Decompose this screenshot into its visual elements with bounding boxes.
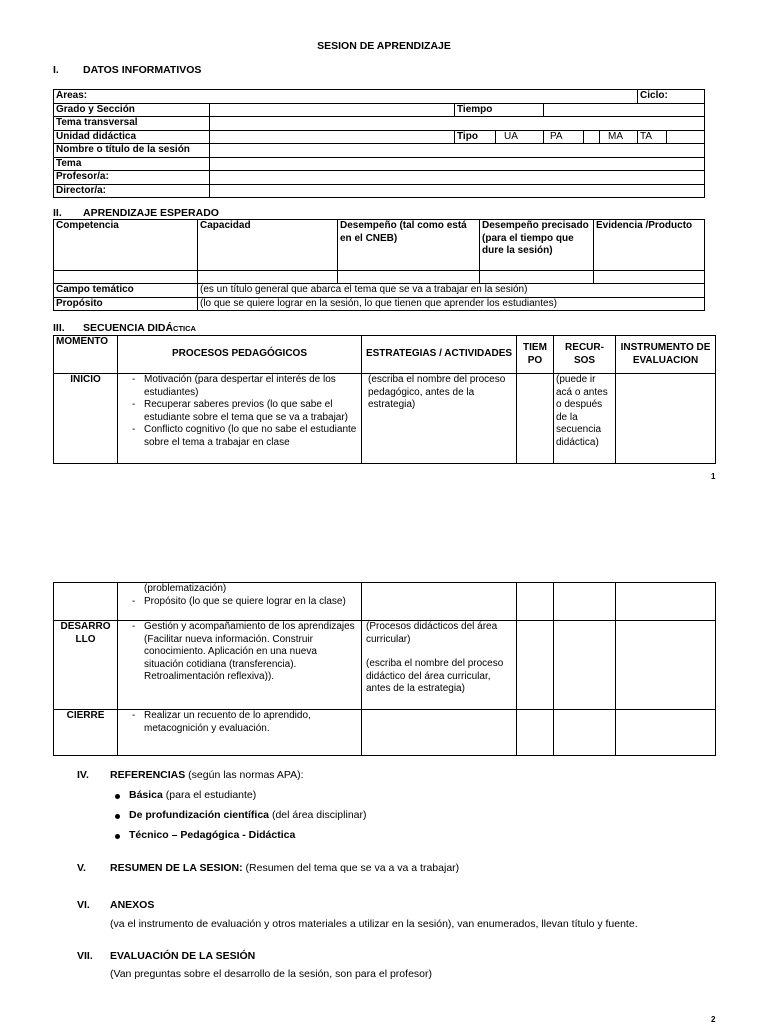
cierre-label: CIERRE <box>54 710 118 756</box>
tipo-option-ta[interactable]: TA <box>638 130 667 144</box>
desarrollo-estrategia[interactable] <box>362 621 517 710</box>
desarrollo-procesos <box>118 621 362 710</box>
profesor-label: Profesor/a: <box>54 171 210 185</box>
aprendizaje-esperado-table <box>53 219 705 311</box>
section-6-title: ANEXOS <box>110 899 155 911</box>
inicio-instrumento[interactable] <box>616 374 716 464</box>
campo-tematico-label: Campo temático <box>54 284 198 298</box>
section-6-text: (va el instrumento de evaluación y otros materiales a utilizar en la sesión), van enumerados, llevan título y fuente. <box>110 918 638 930</box>
tipo-option-gap <box>584 130 600 144</box>
tipo-option-pa[interactable]: PA <box>544 130 584 144</box>
director-label: Director/a: <box>54 184 210 198</box>
tipo-label: Tipo <box>455 130 496 144</box>
bullet-icon <box>115 794 120 799</box>
section-1-heading <box>53 64 202 76</box>
section-6-number: VI. <box>77 899 90 911</box>
section-7-number: VII. <box>77 950 93 962</box>
section-5-title: RESUMEN DE LA SESION: <box>110 862 243 874</box>
desempeno-precisado-cell[interactable] <box>480 271 594 284</box>
section-5-number: V. <box>77 862 86 874</box>
cierre-instrumento[interactable] <box>616 710 716 756</box>
reference-item-bold: Básica <box>129 789 163 801</box>
campo-tematico-value[interactable]: (es un título general que abarca el tema que se va a trabajar en la sesión) <box>198 284 705 298</box>
momento-header: MOMENTO <box>54 336 118 374</box>
section-2-heading <box>53 207 219 219</box>
desempeno-header: Desempeño (tal como está en el CNEB) <box>338 220 480 271</box>
reference-item-bold: De profundización científica <box>129 809 270 821</box>
director-value[interactable] <box>210 184 705 198</box>
section-3-title: SECUENCIA DIDÁ <box>83 322 174 334</box>
tiempo-header: TIEM PO <box>517 336 554 374</box>
section-2-number: II. <box>53 207 62 219</box>
desempeno-precisado-header: Desempeño precisado (para el tiempo que dure la sesión) <box>480 220 594 271</box>
tema-value[interactable] <box>210 157 705 171</box>
competencia-header: Competencia <box>54 220 198 271</box>
inicio-item: - Conflicto cognitivo (lo que no sabe el estudiante sobre el tema a trabajar en clase <box>132 424 359 449</box>
tipo-option-blank <box>667 130 705 144</box>
tema-label: Tema <box>54 157 210 171</box>
problematizacion-text: (problematización) <box>144 583 227 594</box>
capacidad-header: Capacidad <box>198 220 338 271</box>
secuencia-table-page2 <box>53 582 716 756</box>
reference-item-note: (para el estudiante) <box>162 789 257 801</box>
cierre-procesos <box>118 710 362 756</box>
unidad-value[interactable] <box>210 130 455 144</box>
desarrollo-estrategia-2: (escriba el nombre del proceso didáctico del área curricular, antes de la estrategia) <box>366 658 504 694</box>
desarrollo-tiempo[interactable] <box>517 621 554 710</box>
inicio-label: INICIO <box>54 374 118 464</box>
tipo-option-ua[interactable]: UA <box>496 130 544 144</box>
unidad-label: Unidad didáctica <box>54 130 210 144</box>
inicio-recursos[interactable]: (puede ir acá o antes o después de la secuencia didáctica) <box>554 374 616 464</box>
ciclo-label: Ciclo: <box>638 90 705 104</box>
cierre-estrategia[interactable] <box>362 710 517 756</box>
cierre-tiempo[interactable] <box>517 710 554 756</box>
competencia-cell[interactable] <box>54 271 198 284</box>
section-2-title: APRENDIZAJE ESPERADO <box>83 207 219 219</box>
inicio-procesos <box>118 374 362 464</box>
continuacion-recursos[interactable] <box>554 583 616 621</box>
section-3-title-small: CTICA <box>173 324 196 333</box>
capacidad-cell[interactable] <box>198 271 338 284</box>
desarrollo-item: - Gestión y acompañamiento de los aprendizajes (Facilitar nueva información. Construir conocimiento. Aplicación en una nueva situación cotidiana (transferencia). Retroalimentación reflexiva)). <box>132 621 359 684</box>
continuacion-tiempo[interactable] <box>517 583 554 621</box>
section-5-note: (Resumen del tema que se va a va a trabajar) <box>242 862 460 874</box>
page-number-2: 2 <box>711 1015 716 1024</box>
section-4-title: REFERENCIAS <box>110 769 186 781</box>
instrumento-header: INSTRUMENTO DE EVALUACION <box>616 336 716 374</box>
inicio-estrategia[interactable]: (escriba el nombre del proceso pedagógico, antes de la estrategia) <box>362 374 517 464</box>
tiempo-value[interactable] <box>544 103 705 117</box>
section-3-heading <box>53 322 196 334</box>
evidencia-header: Evidencia /Producto <box>594 220 705 271</box>
desarrollo-recursos[interactable] <box>554 621 616 710</box>
section-7-text: (Van preguntas sobre el desarrollo de la sesión, son para el profesor) <box>110 968 432 980</box>
reference-item <box>129 829 295 841</box>
tipo-option-ma[interactable]: MA <box>600 130 638 144</box>
nombre-sesion-label: Nombre o título de la sesión <box>54 144 210 158</box>
section-7-title: EVALUACIÓN DE LA SESIÓN <box>110 950 256 962</box>
tiempo-label: Tiempo <box>455 103 544 117</box>
desarrollo-label: DESARRO LLO <box>54 621 118 710</box>
cierre-recursos[interactable] <box>554 710 616 756</box>
reference-item <box>129 809 367 821</box>
proposito-label: Propósito <box>54 297 198 311</box>
continuacion-estrategia[interactable] <box>362 583 517 621</box>
continuacion-momento <box>54 583 118 621</box>
continuacion-procesos <box>118 583 362 621</box>
desarrollo-estrategia-1: (Procesos didácticos del área curricular) <box>366 621 498 645</box>
page-number-1: 1 <box>711 472 716 481</box>
section-5-title-line <box>110 862 459 874</box>
desarrollo-instrumento[interactable] <box>616 621 716 710</box>
inicio-item: - Recuperar saberes previos (lo que sabe el estudiante sobre el tema que se va a trabajar) <box>132 399 359 424</box>
inicio-item: - Motivación (para despertar el interés de los estudiantes) <box>132 374 359 399</box>
continuacion-instrumento[interactable] <box>616 583 716 621</box>
section-4-note: (según las normas APA): <box>185 769 304 781</box>
bullet-icon <box>115 834 120 839</box>
reference-item-bold: Técnico – Pedagógica - Didáctica <box>129 829 296 841</box>
section-4-heading <box>77 769 89 781</box>
tema-transversal-label: Tema transversal <box>54 117 210 131</box>
section-4-number: IV. <box>77 769 89 781</box>
estrategias-header: ESTRATEGIAS / ACTIVIDADES <box>362 336 517 374</box>
procesos-header: PROCESOS PEDAGÓGICOS <box>118 336 362 374</box>
grado-value[interactable] <box>210 103 455 117</box>
nombre-sesion-value[interactable] <box>210 144 705 158</box>
cierre-item: - Realizar un recuento de lo aprendido, metacognición y evaluación. <box>132 710 359 735</box>
document-title: SESION DE APRENDIZAJE <box>317 40 451 52</box>
evidencia-cell[interactable] <box>594 271 705 284</box>
bullet-icon <box>115 814 120 819</box>
section-1-title: DATOS INFORMATIVOS <box>83 64 202 76</box>
reference-item-note: (del área disciplinar) <box>269 809 367 821</box>
grado-label: Grado y Sección <box>54 103 210 117</box>
profesor-value[interactable] <box>210 171 705 185</box>
areas-label: Áreas: <box>54 90 638 104</box>
proposito-value[interactable]: (lo que se quiere lograr en la sesión, lo que tienen que aprender los estudiantes) <box>198 297 705 311</box>
section-1-number: I. <box>53 64 59 76</box>
section-4-title-line <box>110 769 304 781</box>
recursos-header: RECUR- SOS <box>554 336 616 374</box>
inicio-tiempo[interactable] <box>517 374 554 464</box>
desempeno-cell[interactable] <box>338 271 480 284</box>
datos-informativos-table <box>53 89 705 198</box>
tema-transversal-value[interactable] <box>210 117 705 131</box>
secuencia-table-page1 <box>53 335 716 464</box>
reference-item <box>129 789 256 801</box>
section-3-number: III. <box>53 322 65 334</box>
proposito-item: - Propósito (lo que se quiere lograr en la clase) <box>132 596 359 609</box>
